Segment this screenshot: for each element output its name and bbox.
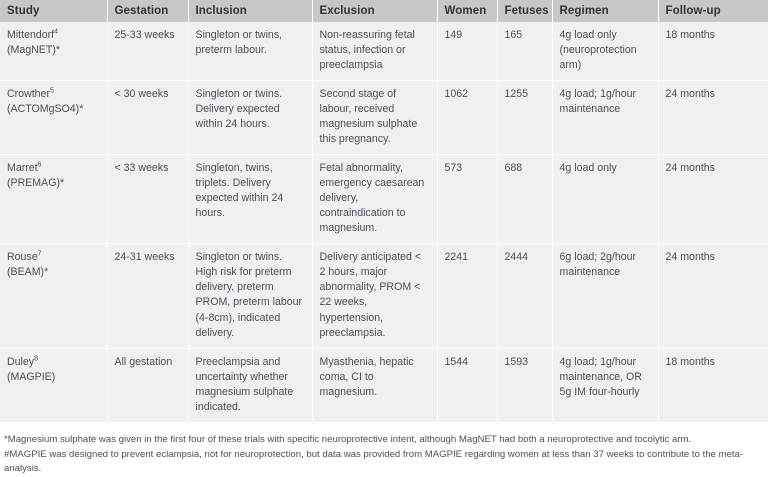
study-reference: 4	[54, 28, 59, 36]
footnote-hash: #MAGPIE was designed to prevent eclampsia, not for neuroprotection, but data was provided from MAGPIE regarding women at less than 37 weeks to contribute to the meta-analysis.	[4, 449, 744, 475]
cell-women: 1062	[437, 81, 497, 155]
column-header-followup: Follow-up	[658, 0, 768, 22]
cell-women: 573	[437, 155, 497, 244]
table-row	[0, 155, 768, 244]
study-reference: 6	[37, 161, 42, 169]
table-footnotes	[0, 422, 768, 477]
cell-study	[0, 22, 107, 81]
column-header-exclusion: Exclusion	[312, 0, 437, 22]
column-header-women: Women	[437, 0, 497, 22]
cell-women: 2241	[437, 244, 497, 348]
study-acronym: (MagNET)*	[7, 44, 60, 57]
study-name-line	[7, 28, 100, 43]
study-reference: 7	[37, 250, 42, 258]
cell-gestation: < 33 weeks	[107, 155, 188, 244]
footnote-asterisk: *Magnesium sulphate was given in the first four of these trials with specific neuroprotective intent, although MagNET had both a neuroprotective and tocolytic arm.	[4, 433, 692, 445]
table-header	[0, 0, 768, 22]
study-acronym: (PREMAG)*	[7, 177, 65, 190]
cell-gestation: 24-31 weeks	[107, 244, 188, 348]
cell-inclusion: Preeclampsia and uncertainty whether magnesium sulphate indicated.	[188, 348, 312, 422]
table-body	[0, 22, 768, 422]
cell-regimen: 4g load; 1g/hour maintenance, OR 5g IM four-hourly	[552, 348, 658, 422]
study-name-line	[7, 355, 100, 370]
study-reference: 5	[49, 87, 54, 95]
cell-inclusion: Singleton or twins. High risk for preterm delivery, preterm PROM, preterm labour (4-8cm), indicated delivery.	[188, 244, 312, 348]
cell-followup: 18 months	[658, 348, 768, 422]
cell-regimen: 4g load; 1g/hour maintenance	[552, 81, 658, 155]
cell-fetuses: 1255	[497, 81, 552, 155]
cell-regimen: 6g load; 2g/hour maintenance	[552, 244, 658, 348]
study-acronym: (ACTOMgSO4)*	[7, 103, 84, 116]
cell-regimen: 4g load only (neuroprotection arm)	[552, 22, 658, 81]
cell-followup: 18 months	[658, 22, 768, 81]
study-name: Crowther	[7, 88, 50, 101]
study-name: Marret	[7, 162, 38, 175]
table-header-row	[0, 0, 768, 22]
cell-women: 1544	[437, 348, 497, 422]
study-name: Mittendorf	[7, 29, 55, 41]
column-header-fetuses: Fetuses	[497, 0, 552, 22]
cell-followup: 24 months	[658, 244, 768, 348]
column-header-study: Study	[0, 0, 107, 22]
cell-exclusion: Non-reassuring fetal status, infection or preeclampsia	[312, 22, 437, 81]
cell-followup: 24 months	[658, 155, 768, 244]
column-header-regimen: Regimen	[552, 0, 658, 22]
cell-inclusion: Singleton or twins, preterm labour.	[188, 22, 312, 81]
study-acronym: (MAGPIE)	[7, 370, 56, 383]
cell-exclusion: Delivery anticipated < 2 hours, major abnormality, PROM < 22 weeks, hypertension, preeclampsia.	[312, 244, 437, 348]
cell-fetuses: 165	[497, 22, 552, 81]
cell-study	[0, 155, 107, 244]
cell-gestation: < 30 weeks	[107, 81, 188, 155]
cell-study	[0, 348, 107, 422]
cell-gestation: 25-33 weeks	[107, 22, 188, 81]
study-reference: 8	[34, 355, 38, 363]
column-header-inclusion: Inclusion	[188, 0, 312, 22]
study-name-line	[7, 161, 100, 176]
cell-exclusion: Second stage of labour, received magnesium sulphate this pregnancy.	[312, 81, 437, 155]
cell-followup: 24 months	[658, 81, 768, 155]
cell-exclusion: Myasthenia, hepatic coma, CI to magnesium.	[312, 348, 437, 422]
study-name: Rouse	[7, 251, 38, 264]
table-row	[0, 81, 768, 155]
cell-inclusion: Singleton or twins. Delivery expected within 24 hours.	[188, 81, 312, 155]
cell-gestation: All gestation	[107, 348, 188, 422]
cell-fetuses: 688	[497, 155, 552, 244]
cell-exclusion: Fetal abnormality, emergency caesarean delivery, contraindication to magnesium.	[312, 155, 437, 244]
cell-women: 149	[437, 22, 497, 81]
column-header-gestation: Gestation	[107, 0, 188, 22]
cell-fetuses: 2444	[497, 244, 552, 348]
study-name-line	[7, 250, 100, 265]
study-name-line	[7, 87, 100, 102]
cell-study	[0, 244, 107, 348]
table-row	[0, 244, 768, 348]
cell-fetuses: 1593	[497, 348, 552, 422]
table-row	[0, 348, 768, 422]
study-acronym: (BEAM)*	[7, 266, 49, 279]
cell-regimen: 4g load only	[552, 155, 658, 244]
cell-study	[0, 81, 107, 155]
study-name: Duley	[7, 355, 35, 368]
cell-inclusion: Singleton, twins, triplets. Delivery expected within 24 hours.	[188, 155, 312, 244]
table-row	[0, 22, 768, 81]
